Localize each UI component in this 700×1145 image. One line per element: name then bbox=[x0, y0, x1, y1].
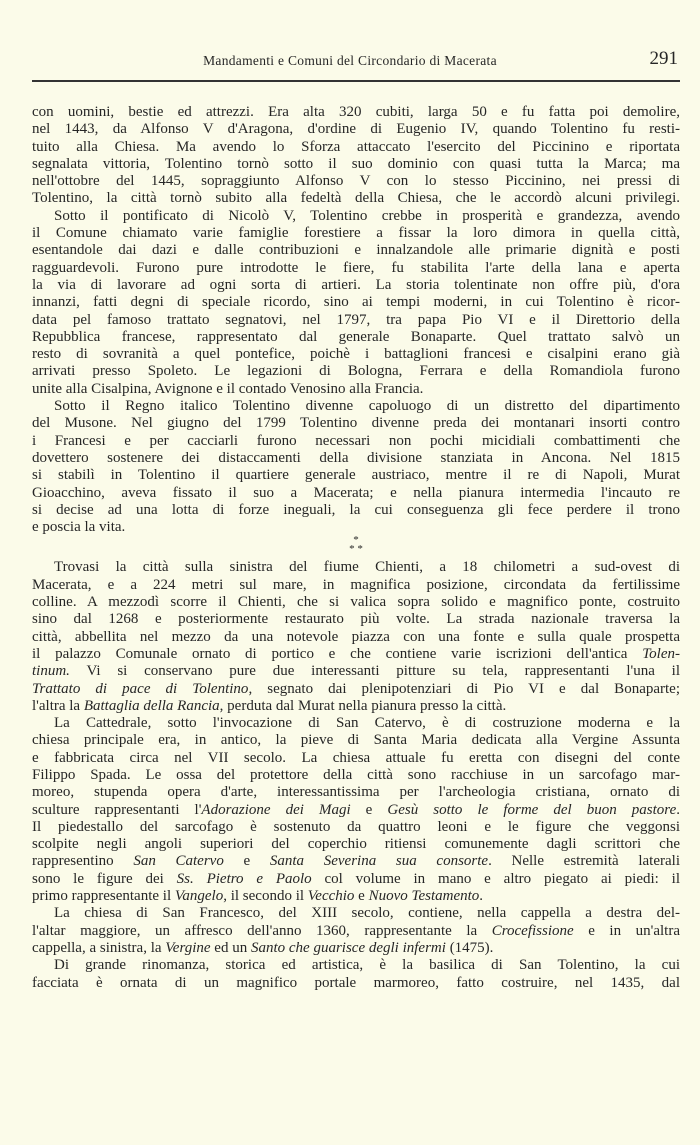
text-run: il palazzo Comunale ornato di portico e che contiene varie iscrizioni dell'antica bbox=[32, 645, 643, 662]
text-run: Sotto il pontificato di Nicolò V, Tolentino crebbe in prosperità e grandezza, avendo bbox=[54, 207, 680, 224]
text-line bbox=[32, 853, 680, 870]
text-line bbox=[32, 294, 680, 311]
text-run: segnalata vittoria, Tolentino tornò sotto il suo dominio con quasi tutta la Marca; ma bbox=[32, 155, 680, 172]
text-run: e bbox=[350, 801, 388, 818]
italic-text: Gesù sotto le forme del buon pastore bbox=[387, 801, 677, 818]
italic-text: Vangelo bbox=[174, 888, 224, 905]
italic-text: San Catervo bbox=[133, 853, 224, 870]
paragraph bbox=[32, 104, 680, 208]
text-line bbox=[32, 819, 680, 836]
text-line bbox=[32, 156, 680, 173]
text-run: si decise ad una lotta di forze ineguali, la cui conseguenza gli fece perdere il trono bbox=[32, 501, 680, 518]
text-line bbox=[32, 888, 680, 905]
text-run: primo rappresentante il bbox=[32, 888, 175, 905]
text-run: Trovasi la città sulla sinistra del fiume Chienti, a 18 chilometri a sud-ovest di bbox=[54, 559, 680, 576]
text-run: Filippo Spada. Le ossa del protettore della città sono racchiuse in un sarcofago mar- bbox=[32, 766, 680, 783]
text-run: La chiesa di San Francesco, del XIII secolo, contiene, nella cappella a destra del- bbox=[54, 905, 680, 922]
text-run: e bbox=[223, 853, 270, 870]
text-run: l'altar maggiore, un affresco dell'anno 1360, rappresentante la bbox=[32, 922, 492, 939]
text-run: tuito alla Chiesa. Ma avendo lo Sforza attaccato l'esercito del Piccinino e riportata bbox=[32, 138, 680, 155]
text-run: . Nelle estremità laterali bbox=[488, 853, 680, 870]
text-run: nel 1443, da Alfonso V d'Aragona, d'ordine di Eugenio IV, quando Tolentino fu resti- bbox=[32, 121, 680, 138]
text-run: chiesa principale era, in antico, la pieve di Santa Maria dedicata alla Vergine Assunta bbox=[32, 732, 680, 749]
running-title: Mandamenti e Comuni del Circondario di Macerata bbox=[203, 53, 497, 68]
text-line bbox=[32, 732, 680, 749]
text-line bbox=[32, 208, 680, 225]
italic-text: Santo che guarisce degli infermi bbox=[250, 939, 446, 956]
text-line bbox=[32, 450, 680, 467]
paragraph bbox=[32, 957, 680, 992]
text-run: moreo, stupenda opera d'arte, interessantissima per l'archeologia cristiana, ornato di bbox=[32, 784, 680, 801]
text-line bbox=[32, 242, 680, 259]
text-run: facciata è ornata di un magnifico portale marmoreo, fatto costruire, nel 1435, dal bbox=[32, 974, 680, 991]
text-run: del Musone. Nel giugno del 1799 Tolentino divenne preda dei montanari insorti contro bbox=[32, 415, 680, 432]
text-line bbox=[32, 398, 680, 415]
text-run: e bbox=[354, 888, 369, 905]
text-line bbox=[32, 940, 680, 957]
text-line bbox=[32, 646, 680, 663]
text-line bbox=[32, 225, 680, 242]
text-run: Macerata, e a 224 metri sul mare, in magnifica posizione, circondata da fertilissime bbox=[32, 576, 680, 593]
text-run: e poscia la vita. bbox=[32, 519, 126, 536]
paragraph bbox=[32, 905, 680, 957]
text-run: nell'ottobre del 1445, sopraggiunto Alfonso V con lo stesso Piccinino, nei pressi di bbox=[32, 173, 680, 190]
text-line bbox=[32, 104, 680, 121]
text-run: Gioacchino, aveva fissato il suo a Macerata; e nella pianura intermedia l'incauto re bbox=[32, 484, 680, 501]
text-line bbox=[32, 594, 680, 611]
paragraph bbox=[32, 398, 680, 536]
text-run: cappella, a sinistra, la bbox=[32, 939, 166, 956]
text-run: , perduta dal Murat nella pianura presso la città. bbox=[219, 697, 507, 714]
paragraph bbox=[32, 208, 680, 398]
text-run: esentandole dai dazi e dalle contribuzioni e innalzandole alle primarie dignità e posti bbox=[32, 242, 680, 259]
text-run: Tolentino, la città tornò subito alla fedeltà della Chiesa, che le accordò alcuni privilegi. bbox=[32, 190, 680, 207]
text-line bbox=[32, 363, 680, 380]
header-rule bbox=[32, 80, 680, 82]
text-line bbox=[32, 611, 680, 628]
text-line bbox=[32, 121, 680, 138]
italic-text: Vecchio bbox=[307, 888, 355, 905]
text-line bbox=[32, 681, 680, 698]
italic-text: Battaglia della Rancia bbox=[83, 697, 220, 714]
text-run: la via di lavorare ad ogni sorta di artieri. La storia tolentinate non offre più, d'ora bbox=[32, 276, 680, 293]
text-line bbox=[32, 577, 680, 594]
text-run: Di grande rinomanza, storica ed artistica, è la basilica di San Tolentino, la cui bbox=[54, 957, 680, 974]
italic-text: Tolen- bbox=[642, 645, 680, 662]
text-run: (1475). bbox=[445, 939, 494, 956]
text-run: i Francesi e per cacciarli furono necessari non pochi micidiali combattimenti che bbox=[32, 432, 680, 449]
text-line bbox=[32, 784, 680, 801]
text-run: . bbox=[676, 801, 680, 818]
text-line bbox=[32, 329, 680, 346]
text-run: col volume in mano e altro piegato ai piedi: il bbox=[311, 870, 680, 887]
italic-text: Adorazione dei Magi bbox=[201, 801, 351, 818]
text-line bbox=[32, 190, 680, 207]
text-line bbox=[32, 715, 680, 732]
asterism-mark: * bbox=[353, 534, 359, 547]
text-run: Repubblica francese, rappresentato dal generale Bonaparte. Quel trattato salvò un bbox=[32, 328, 680, 345]
paragraph bbox=[32, 559, 680, 715]
text-run: La Cattedrale, sotto l'invocazione di San Catervo, è di costruzione moderna e la bbox=[54, 715, 680, 732]
asterism-mark: * * bbox=[349, 543, 363, 556]
text-run: arrivati presso Spoleto. Le legazioni di Bologna, Ferrara e della Romandiola furono bbox=[32, 363, 680, 380]
text-run: scolpite negli angoli superiori del coperchio ritiensi comunemente dagli scrittori che bbox=[32, 836, 680, 853]
text-line bbox=[32, 277, 680, 294]
text-line bbox=[32, 485, 680, 502]
text-line bbox=[32, 433, 680, 450]
text-run: e in un'altra bbox=[573, 922, 680, 939]
italic-text: tinum. bbox=[32, 663, 70, 680]
text-line bbox=[32, 905, 680, 922]
italic-text: Santa Severina sua consorte bbox=[269, 853, 489, 870]
text-line bbox=[32, 559, 680, 576]
text-run: si stabilì in Tolentino il quartiere generale austriaco, mentre il re di Napoli, Murat bbox=[32, 467, 680, 484]
italic-text: Crocefissione bbox=[491, 922, 574, 939]
asterism-separator bbox=[32, 536, 680, 559]
text-run: unite alla Cisalpina, Avignone e il contado Venosino alla Francia. bbox=[32, 380, 424, 397]
text-run: sono le figure dei bbox=[32, 870, 177, 887]
text-run: con uomini, bestie ed attrezzi. Era alta 320 cubiti, larga 50 e fu fatta poi demolire, bbox=[32, 104, 680, 120]
italic-text: Ss. Pietro e Paolo bbox=[176, 870, 312, 887]
page-number: 291 bbox=[649, 48, 678, 69]
text-line bbox=[32, 260, 680, 277]
text-run: innanzi, fatti degni di speciale ricordo, sino ai tempi moderni, in cui Tolentino è ricor- bbox=[32, 294, 680, 311]
text-run: resto di sovranità a quel pontefice, poichè i battaglioni francesi e cisalpini erano già bbox=[32, 346, 680, 363]
text-line bbox=[32, 502, 680, 519]
text-line bbox=[32, 346, 680, 363]
text-run: data pel famoso trattato segnatovi, nel 1797, tra papa Pio VI e il Direttorio della bbox=[32, 311, 680, 328]
text-line bbox=[32, 957, 680, 974]
italic-text: Nuovo Testamento bbox=[368, 888, 480, 905]
text-line bbox=[32, 173, 680, 190]
text-run: sino dal 1268 e posteriormente restaurato più volte. La strada nazionale traversa la bbox=[32, 611, 680, 628]
text-line bbox=[32, 698, 680, 715]
text-run: e fabbricata circa nel VII secolo. La chiesa attuale fu eretta con disegni del conte bbox=[32, 749, 680, 766]
text-line bbox=[32, 415, 680, 432]
text-run: ragguardevoli. Furono pure introdotte le fiere, fu stabilita l'arte della lana e aperta bbox=[32, 259, 680, 276]
text-run: Il piedestallo del sarcofago è sostenuto da quattro leoni e le figure che veggonsi bbox=[32, 818, 680, 835]
text-run: ed un bbox=[210, 939, 251, 956]
italic-text: Trattato di pace di Tolentino bbox=[32, 680, 249, 697]
text-run: Vi si conservano pure due interessanti pitture su tela, rappresentanti l'una il bbox=[69, 663, 680, 680]
text-line bbox=[32, 381, 680, 398]
paragraph bbox=[32, 715, 680, 905]
text-line bbox=[32, 923, 680, 940]
text-run: , il secondo il bbox=[223, 888, 308, 905]
text-line bbox=[32, 663, 680, 680]
text-line bbox=[32, 139, 680, 156]
text-line bbox=[32, 871, 680, 888]
text-line bbox=[32, 629, 680, 646]
body-text bbox=[32, 104, 680, 992]
text-run: , segnato dai plenipotenziari di Pio VI e dal Bonaparte; bbox=[248, 680, 680, 697]
text-run: città, abbellita nel mezzo da una notevole piazza con una fonte e sulla quale prospetta bbox=[32, 628, 680, 645]
text-line bbox=[32, 836, 680, 853]
text-run: Sotto il Regno italico Tolentino divenne capoluogo di un distretto del dipartimento bbox=[54, 398, 680, 415]
text-line bbox=[32, 312, 680, 329]
italic-text: Vergine bbox=[165, 939, 211, 956]
text-run: dovettero sostenere dei distaccamenti della divisione stanziata in Ancona. Nel 1815 bbox=[32, 449, 680, 466]
text-line bbox=[32, 750, 680, 767]
text-run: il Comune chiamato varie famiglie forestiere a fissar la loro dimora in quella città, bbox=[32, 225, 680, 242]
text-run: rappresentino bbox=[32, 853, 134, 870]
text-run: sculture rappresentanti l' bbox=[32, 801, 202, 818]
text-line bbox=[32, 802, 680, 819]
text-line bbox=[32, 767, 680, 784]
text-line bbox=[32, 467, 680, 484]
text-line bbox=[32, 975, 680, 992]
text-run: colline. A mezzodì scorre il Chienti, che si valica sopra solido e magnifico ponte, costruito bbox=[32, 594, 680, 611]
text-run: l'altra la bbox=[32, 697, 84, 714]
text-run: . bbox=[479, 888, 484, 905]
